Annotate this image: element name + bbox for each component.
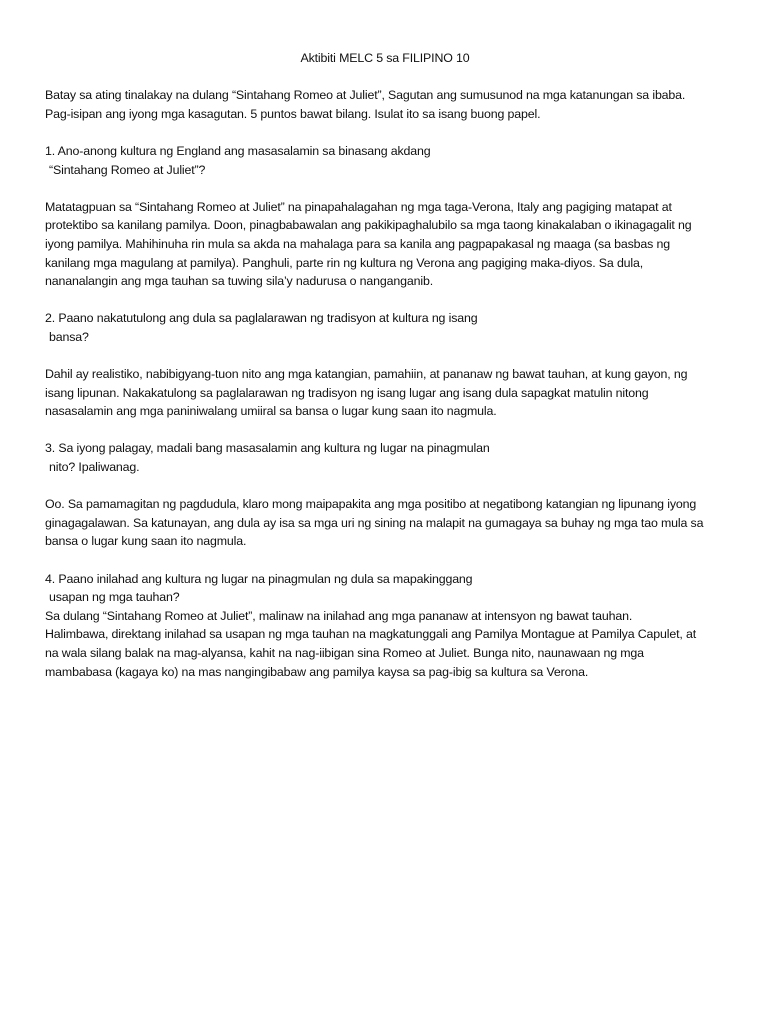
question-3: 3. Sa iyong palagay, madali bang masasalamin ang kultura ng lugar na pinagmulan (45, 441, 490, 456)
instruction-line: Pag-isipan ang iyong mga kasagutan. 5 puntos bawat bilang. Isulat ito sa isang buong papel. (45, 106, 541, 121)
question-1: 1. Ano-anong kultura ng England ang masasalamin sa binasang akdang (45, 143, 431, 158)
answer-1-line: protektibo sa kanilang pamilya. Doon, pinagbabawalan ang pakikipaghalubilo sa mga taong kinakalaban o ikinagagalit ng (45, 218, 692, 233)
document-body (45, 49, 725, 681)
question-2: 2. Paano nakatutulong ang dula sa paglalarawan ng tradisyon at kultura ng isang (45, 311, 478, 326)
spacer (45, 179, 725, 198)
answer-2-line: nasasalamin ang mga paniniwalang umiiral sa bansa o lugar kung saan ito nagmula. (45, 404, 497, 419)
question-4-continuation: usapan ng mga tauhan? (49, 590, 180, 605)
spacer (45, 123, 725, 142)
answer-3-line: bansa o lugar kung saan ito nagmula. (45, 534, 247, 549)
spacer (45, 347, 725, 366)
question-2-continuation: bansa? (49, 329, 89, 344)
spacer (45, 477, 725, 496)
page-title: Aktibiti MELC 5 sa FILIPINO 10 (300, 51, 470, 65)
answer-1-line: nananalangin ang mga tauhan sa tuwing sila’y nadurusa o nanganganib. (45, 274, 433, 289)
answer-4-line: Sa dulang “Sintahang Romeo at Juliet”, malinaw na inilahad ang mga pananaw at intensyon ng bawat tauhan. (45, 608, 633, 623)
answer-2-line: isang lipunan. Nakakatulong sa paglalarawan ng tradisyon ng isang lugar ang isang dula sapagkat matulin nitong (45, 385, 649, 400)
question-1-continuation: “Sintahang Romeo at Juliet”? (49, 162, 206, 177)
answer-1-line: iyong pamilya. Mahihinuha rin mula sa akda na mahalaga para sa kanila ang pagpapakasal ng maaga (sa basbas ng (45, 236, 670, 251)
answer-2-line: Dahil ay realistiko, nabibigyang-tuon nito ang mga katangian, pamahiin, at pananaw ng bawat tauhan, at kung gayon, ng (45, 367, 688, 382)
spacer (45, 421, 725, 440)
question-4: 4. Paano inilahad ang kultura ng lugar na pinagmulan ng dula sa mapakinggang (45, 571, 473, 586)
answer-3-line: ginagagalawan. Sa katunayan, ang dula ay isa sa mga uri ng sining na malapit na gumagaya sa buhay ng mga tao mula sa (45, 515, 704, 530)
spacer (45, 551, 725, 570)
spacer (45, 291, 725, 310)
answer-3-line: Oo. Sa pamamagitan ng pagdudula, klaro mong maipapakita ang mga positibo at negatibong katangian ng lipunang iyong (45, 497, 697, 512)
answer-4-line: mambabasa (kagaya ko) na mas nangingibabaw ang pamilya kaysa sa pag-ibig sa kultura sa Verona. (45, 664, 589, 679)
question-3-continuation: nito? Ipaliwanag. (49, 460, 140, 475)
instruction-line: Batay sa ating tinalakay na dulang “Sintahang Romeo at Juliet”, Sagutan ang sumusunod na mga katanungan sa ibaba. (45, 88, 686, 103)
answer-4-line: na wala silang balak na mag-alyansa, kahit na nag-iibigan sina Romeo at Juliet. Bunga nito, naunawaan ng mga (45, 646, 644, 660)
answer-1-line: kanilang mga magulang at pamilya). Panghuli, parte rin ng kultura ng Verona ang pagiging maka-diyos. Sa dula, (45, 255, 644, 270)
answer-1-line: Matatagpuan sa “Sintahang Romeo at Juliet” na pinapahalagahan ng mga taga-Verona, Italy ang pagiging matapat at (45, 199, 672, 214)
answer-4-line: Halimbawa, direktang inilahad sa usapan ng mga tauhan na magkatunggali ang Pamilya Montague at Pamilya Capulet, at (45, 627, 697, 642)
